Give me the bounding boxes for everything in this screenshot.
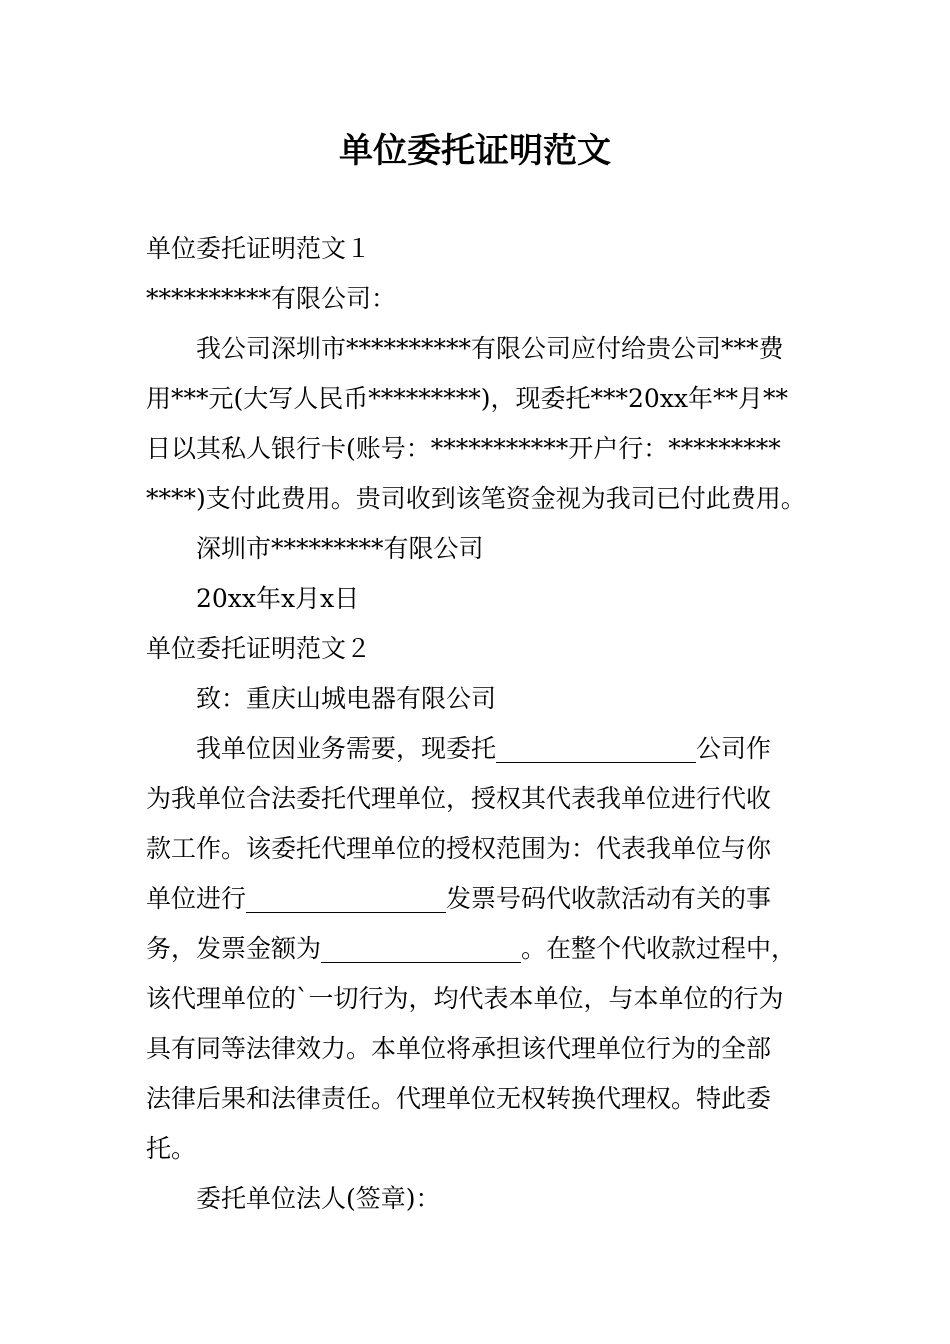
document-title: 单位委托证明范文 — [339, 131, 611, 171]
signature-date: 20xx年x月x日 — [196, 584, 360, 613]
recipient-line: 致：重庆山城电器有限公司 — [196, 684, 497, 713]
paragraph-line: 法律后果和法律责任。代理单位无权转换代理权。特此委 — [146, 1084, 772, 1113]
paragraph-line: 为我单位合法委托代理单位，授权其代表我单位进行代收 — [146, 784, 772, 813]
paragraph-line: 务，发票金额为________________。在整个代收款过程中， — [146, 934, 797, 963]
signature-company: 深圳市*********有限公司 — [196, 534, 484, 563]
paragraph-line: 我单位因业务需要，现委托________________公司作 — [196, 734, 772, 763]
paragraph-line: 我公司深圳市**********有限公司应付给贵公司***费 — [196, 334, 784, 363]
paragraph-line: 日以其私人银行卡(账号：***********开户行：********* — [146, 434, 781, 463]
section-heading-2: 单位委托证明范文２ — [146, 634, 372, 663]
paragraph-line: 用***元(大写人民币*********)，现委托***20xx年**月** — [146, 384, 789, 413]
paragraph-line: 托。 — [146, 1134, 197, 1163]
paragraph-line: 单位进行________________发票号码代收款活动有关的事 — [146, 884, 772, 913]
paragraph-line: 款工作。该委托代理单位的授权范围为：代表我单位与你 — [146, 834, 772, 863]
paragraph-line: ****)支付此费用。贵司收到该笔资金视为我司已付此费用。 — [146, 484, 806, 513]
addressee-line: **********有限公司： — [146, 284, 397, 313]
section-heading-1: 单位委托证明范文１ — [146, 234, 372, 263]
paragraph-line: 该代理单位的`一切行为，均代表本单位，与本单位的行为 — [146, 984, 784, 1013]
signature-label: 委托单位法人(签章)： — [196, 1184, 441, 1213]
paragraph-line: 具有同等法律效力。本单位将承担该代理单位行为的全部 — [146, 1034, 772, 1063]
